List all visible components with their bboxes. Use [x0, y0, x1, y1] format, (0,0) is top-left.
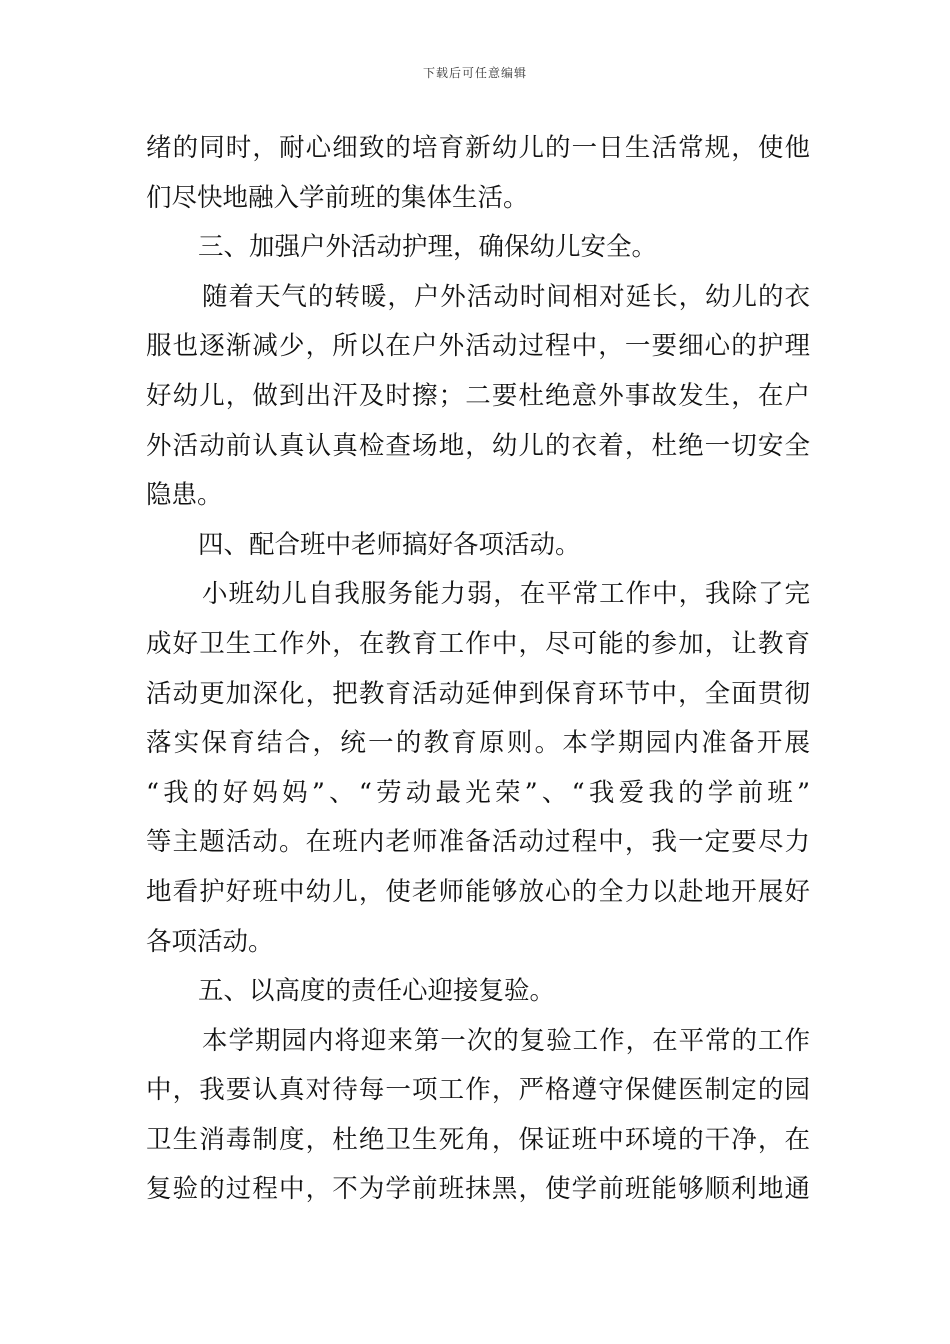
paragraph-line: 本学期园内将迎来第一次的复验工作，在平常的工作	[202, 1025, 810, 1056]
paragraph-line: 各项活动。	[146, 926, 274, 957]
paragraph-line: 服也逐渐减少，所以在户外活动过程中，一要细心的护理	[146, 331, 810, 362]
paragraph-line: 复验的过程中，不为学前班抹黑，使学前班能够顺利地通	[146, 1174, 810, 1205]
paragraph-line: 绪的同时，耐心细致的培育新幼儿的一日生活常规，使他	[146, 133, 810, 163]
paragraph-line: “我的好妈妈”、“劳动最光荣”、“我爱我的学前班”	[146, 777, 810, 808]
section-heading: 五、以高度的责任心迎接复验。	[198, 976, 556, 1007]
paragraph-line: 卫生消毒制度，杜绝卫生死角，保证班中环境的干净，在	[146, 1124, 810, 1155]
section-heading: 四、配合班中老师搞好各项活动。	[198, 529, 581, 560]
paragraph-line: 等主题活动。在班内老师准备活动过程中，我一定要尽力	[146, 827, 810, 858]
section-heading: 三、加强户外活动护理，确保幼儿安全。	[198, 232, 658, 263]
document-body	[146, 124, 810, 1215]
paragraph-line: 成好卫生工作外，在教育工作中，尽可能的参加，让教育	[146, 628, 810, 659]
paragraph-line: 小班幼儿自我服务能力弱，在平常工作中，我除了完	[202, 579, 810, 610]
paragraph-line: 随着天气的转暖，户外活动时间相对延长，幼儿的衣	[202, 281, 810, 312]
paragraph-line: 隐患。	[146, 480, 223, 511]
paragraph-line: 好幼儿，做到出汗及时擦；二要杜绝意外事故发生，在户	[146, 380, 810, 411]
paragraph-line: 外活动前认真认真检查场地，幼儿的衣着，杜绝一切安全	[146, 430, 810, 461]
paragraph-line: 中，我要认真对待每一项工作，严格遵守保健医制定的园	[146, 1075, 810, 1106]
paragraph-line: 落实保育结合，统一的教育原则。本学期园内准备开展	[146, 728, 810, 759]
paragraph-line: 活动更加深化，把教育活动延伸到保育环节中，全面贯彻	[146, 678, 810, 709]
paragraph-line: 们尽快地融入学前班的集体生活。	[146, 182, 529, 213]
paragraph-line: 地看护好班中幼儿，使老师能够放心的全力以赴地开展好	[146, 876, 810, 907]
page-header: 下载后可任意编辑	[422, 66, 527, 80]
